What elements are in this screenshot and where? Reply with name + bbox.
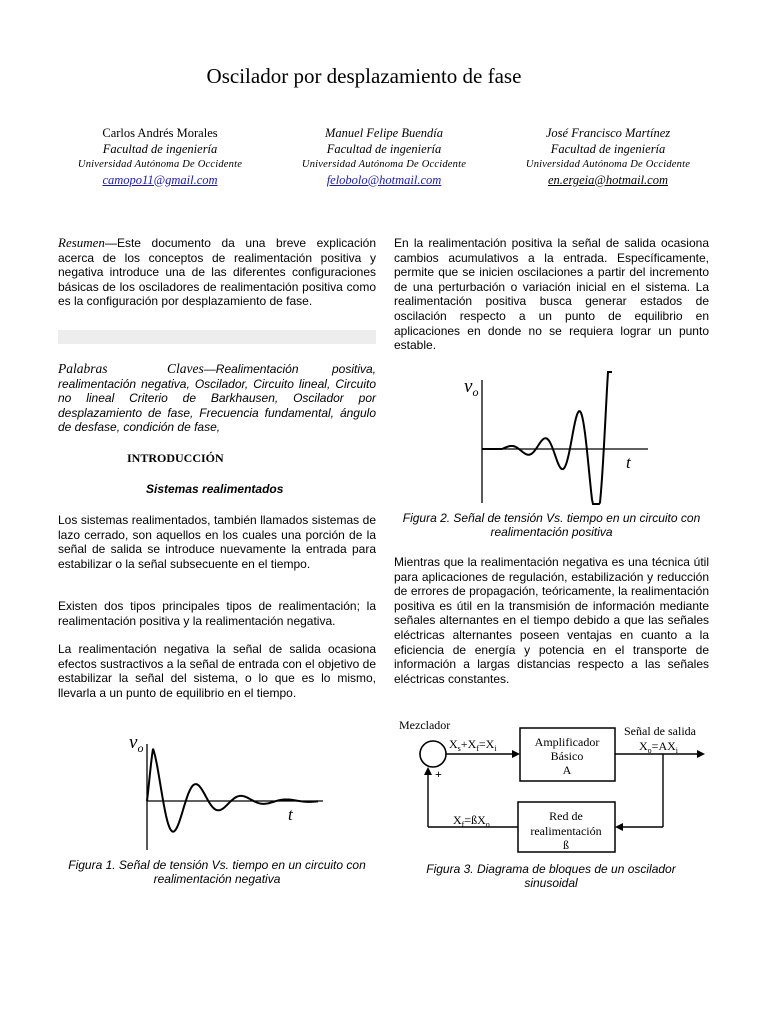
- author-faculty: Facultad de ingeniería: [326, 141, 442, 156]
- fig3-net-line1: Red de: [549, 809, 583, 823]
- author-faculty: Facultad de ingeniería: [102, 141, 218, 156]
- fig3-sum-equation: $X_s+X_f=X_i$: [449, 737, 497, 753]
- paragraph-left-1: Los sistemas realimentados, también llamados sistemas de lazo cerrado, son aquellos en los cuales una porción de la señal de salida se introduce nuevamente la entrada para estabilizar o la señal subsecuente en el tiempo.: [58, 513, 376, 571]
- fig3-net-line3: ß: [563, 838, 569, 852]
- paragraph-left-2: Existen dos tipos principales tipos de realimentación; la realimentación positiva y la realimentación negativa.: [58, 599, 376, 628]
- fig3-arrowhead: [512, 750, 520, 758]
- keywords-label: Palabras Claves: [58, 361, 204, 376]
- abstract-shading: [58, 330, 376, 344]
- figure-2-caption: Figura 2. Señal de tensión Vs. tiempo en un circuito con realimentación positiva: [402, 511, 701, 539]
- fig3-mixer-label: Mezclador: [399, 718, 451, 732]
- author-name: José Francisco Martínez: [545, 126, 671, 140]
- fig3-plus-sign: +: [435, 767, 442, 781]
- author-email-link[interactable]: camopo11@gmail.com: [102, 172, 218, 187]
- author-block-3: [493, 126, 723, 188]
- fig3-arrowhead: [615, 823, 623, 831]
- fig2-xlabel: t: [626, 453, 631, 472]
- figure-3-caption: Figura 3. Diagrama de bloques de un oscilador sinusoidal: [426, 862, 676, 890]
- author-faculty: Facultad de ingeniería: [550, 141, 666, 156]
- fig3-amp-line3: A: [562, 763, 572, 777]
- fig1-xlabel: t: [288, 805, 293, 824]
- keywords: [58, 362, 376, 435]
- fig2-ylabel: $v_o$: [464, 376, 479, 399]
- paragraph-right-2: Mientras que la realimentación negativa es una técnica útil para aplicaciones de regulación, estabilización y reducción de errores de propagación, teóricamente, la realimentación positiva es útil en la transmisión de información mediante señales alternantes en el tiempo debido a que las señales eléctricas alternantes poseen ventajas en cuanto a la eficiencia de energía y potencia en el transporte de información a largas distancias respecto a las señales eléctricas constantes.: [394, 555, 709, 686]
- section-heading-introduccion: INTRODUCCIÓN: [127, 451, 224, 465]
- author-name: Carlos Andrés Morales: [102, 126, 218, 140]
- figure-2-graph: [450, 370, 650, 505]
- fig2-signal-curve: [482, 372, 612, 504]
- author-university: Universidad Autónoma De Occidente: [77, 159, 243, 170]
- author-block-2: [269, 126, 499, 188]
- author-email-link[interactable]: en.ergeia@hotmail.com: [547, 172, 669, 187]
- figure-3-block-diagram: [395, 716, 715, 854]
- author-name: Manuel Felipe Buendía: [324, 126, 444, 140]
- author-university: Universidad Autónoma De Occidente: [525, 159, 691, 170]
- abstract-text: —Este documento da una breve explicación acerca de los conceptos de realimentación positiva y negativa introduce una de las diferentes configuraciones básicas de los osciladores de realimentación positiva como es la configuración por desplazamiento de fase.: [58, 236, 376, 309]
- fig3-feedback-equation: $X_f=ßX_o$: [453, 813, 490, 829]
- abstract: [58, 236, 376, 309]
- paragraph-right-1: En la realimentación positiva la señal de salida ocasiona cambios acumulativos a la entrada. Específicamente, permite que se inicien oscilaciones a partir del incremento de una perturbación o variación inicial en el sistema. La realimentación positiva busca generar estados de oscilación respecto a un punto de equilibrio en aplicaciones en donde no se requiera lograr un punto estable.: [394, 236, 709, 353]
- paper-title: Oscilador por desplazamiento de fase: [206, 64, 522, 88]
- figure-1-caption: Figura 1. Señal de tensión Vs. tiempo en un circuito con realimentación negativa: [68, 858, 366, 886]
- figure-1-graph: [120, 722, 325, 852]
- fig3-mixer-circle: [420, 741, 446, 767]
- fig3-net-line2: realimentación: [530, 824, 602, 838]
- fig3-output-label: Señal de salida: [624, 724, 696, 738]
- keywords-text: —Realimentación positiva, realimentación negativa, Oscilador, Circuito lineal, Circuito no lineal Criterio de Barkhausen, Oscilador por desplazamiento de fase, Frecuencia fundamental, ángulo de desfase, condición de fase,: [58, 362, 376, 435]
- fig1-ylabel: $v_o$: [129, 732, 144, 755]
- author-block-1: [45, 126, 275, 188]
- paragraph-left-3: La realimentación negativa la señal de salida ocasiona efectos sustractivos a la señal de entrada con el objetivo de estabilizar la señal del sistema, o lo que es lo mismo, llevarla a un punto de equilibrio en el tiempo.: [58, 642, 376, 700]
- fig3-amp-line1: Amplificador: [534, 735, 600, 749]
- subsection-heading: Sistemas realimentados: [146, 482, 284, 496]
- fig3-arrowhead: [424, 767, 432, 775]
- fig3-amp-line2: Básico: [550, 749, 584, 763]
- author-email-link[interactable]: felobolo@hotmail.com: [326, 172, 442, 187]
- fig3-output-equation: $X_o=AX_i$: [639, 739, 679, 755]
- fig3-arrowhead: [697, 750, 705, 758]
- abstract-label: Resumen: [58, 235, 105, 250]
- author-university: Universidad Autónoma De Occidente: [301, 159, 467, 170]
